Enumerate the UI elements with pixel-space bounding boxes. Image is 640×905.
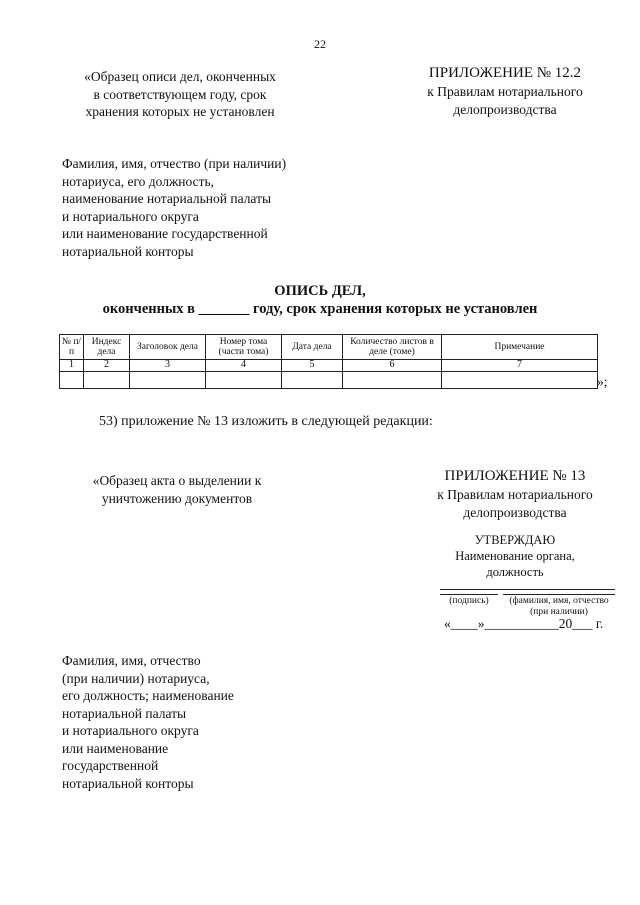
appendix-line: к Правилам нотариального [437, 487, 593, 502]
table-cell: 6 [343, 360, 442, 372]
sample-title-line: уничтожению документов [101, 490, 253, 506]
col-header-sheet-count: Количество листов в деле (томе) [343, 335, 442, 360]
table-cell [60, 371, 84, 388]
notary-line: Фамилия, имя, отчество (при наличии) [62, 156, 287, 171]
notary-line: его должность; наименование [62, 688, 234, 703]
notary-line: или наименование государственной [62, 226, 268, 241]
signature-line [440, 594, 498, 595]
col-header-index: Индекс дела [84, 335, 130, 360]
sample-title-line: «Образец описи дел, оконченных [84, 69, 276, 84]
table-cell: 4 [206, 360, 282, 372]
table-row [60, 371, 598, 388]
table-cell: 5 [282, 360, 343, 372]
inventory-table [59, 334, 598, 389]
sample-title-line: «Образец акта о выделении к [92, 473, 262, 488]
approver-name-line [440, 589, 615, 590]
col-header-note: Примечание [442, 335, 598, 360]
fio-caption-line: (при наличии) [530, 607, 588, 617]
notary-line: нотариальной палаты [62, 705, 187, 721]
page-number: 22 [314, 37, 326, 51]
table-column-numbers-row [60, 360, 598, 372]
sample-title-destruction-act [72, 472, 282, 507]
sample-title-line: хранения которых не установлен [85, 104, 275, 119]
table-cell [343, 371, 442, 388]
appendix-line: к Правилам нотариального [427, 84, 583, 99]
approval-block [440, 532, 590, 580]
col-header-date: Дата дела [282, 335, 343, 360]
appendix-line: делопроизводства [453, 101, 557, 117]
fio-caption-line: (фамилия, имя, отчество [509, 596, 609, 606]
approve-line: должность [486, 565, 544, 579]
table-cell [442, 371, 598, 388]
notary-line: наименование нотариальной палаты [62, 191, 272, 206]
notary-info-block [62, 155, 362, 260]
appendix-13-block [430, 467, 600, 521]
table-cell: 2 [84, 360, 130, 372]
table-cell: 7 [442, 360, 598, 372]
approve-line: Наименование органа, [455, 549, 575, 563]
paragraph-53: 53) приложение № 13 изложить в следующей редакции: [99, 414, 433, 429]
notary-line: Фамилия, имя, отчество [62, 653, 201, 668]
table-cell [206, 371, 282, 388]
sample-title-inventory [60, 68, 300, 121]
notary-line: или наименование [62, 740, 169, 756]
col-header-volume: Номер тома (части тома) [206, 335, 282, 360]
table-cell [282, 371, 343, 388]
fio-line [503, 594, 615, 595]
sample-title-line: в соответствующем году, срок [93, 86, 267, 102]
appendix-12-2-block [420, 64, 590, 118]
fio-caption [500, 596, 618, 618]
table-cell: 1 [60, 360, 84, 372]
col-header-number: № п/п [60, 335, 84, 360]
appendix-heading: ПРИЛОЖЕНИЕ № 12.2 [428, 65, 582, 81]
appendix-heading: ПРИЛОЖЕНИЕ № 13 [444, 468, 586, 484]
notary-line: и нотариального округа [62, 208, 199, 224]
table-cell [84, 371, 130, 388]
document-subtitle: оконченных в _______ году, срок хранения которых не установлен [102, 301, 538, 317]
appendix-line: делопроизводства [463, 504, 567, 520]
notary-line: нотариуса, его должность, [62, 173, 215, 189]
notary-line: нотариальной конторы [62, 775, 194, 791]
signature-caption: (подпись) [449, 596, 489, 606]
document-title [60, 282, 580, 318]
notary-info-block-2 [62, 652, 302, 792]
table-cell: 3 [130, 360, 206, 372]
table-cell [130, 371, 206, 388]
notary-line: и нотариального округа [62, 723, 199, 738]
closing-quote: »; [597, 374, 608, 389]
document-title-main: ОПИСЬ ДЕЛ, [274, 283, 366, 299]
notary-line: нотариальной конторы [62, 243, 194, 259]
approval-date-line: «____»___________20___ г. [444, 616, 604, 631]
notary-line: (при наличии) нотариуса, [62, 670, 210, 686]
col-header-case-title: Заголовок дела [130, 335, 206, 360]
table-header-row [60, 335, 598, 360]
approve-label: УТВЕРЖДАЮ [474, 533, 556, 547]
notary-line: государственной [62, 758, 159, 773]
